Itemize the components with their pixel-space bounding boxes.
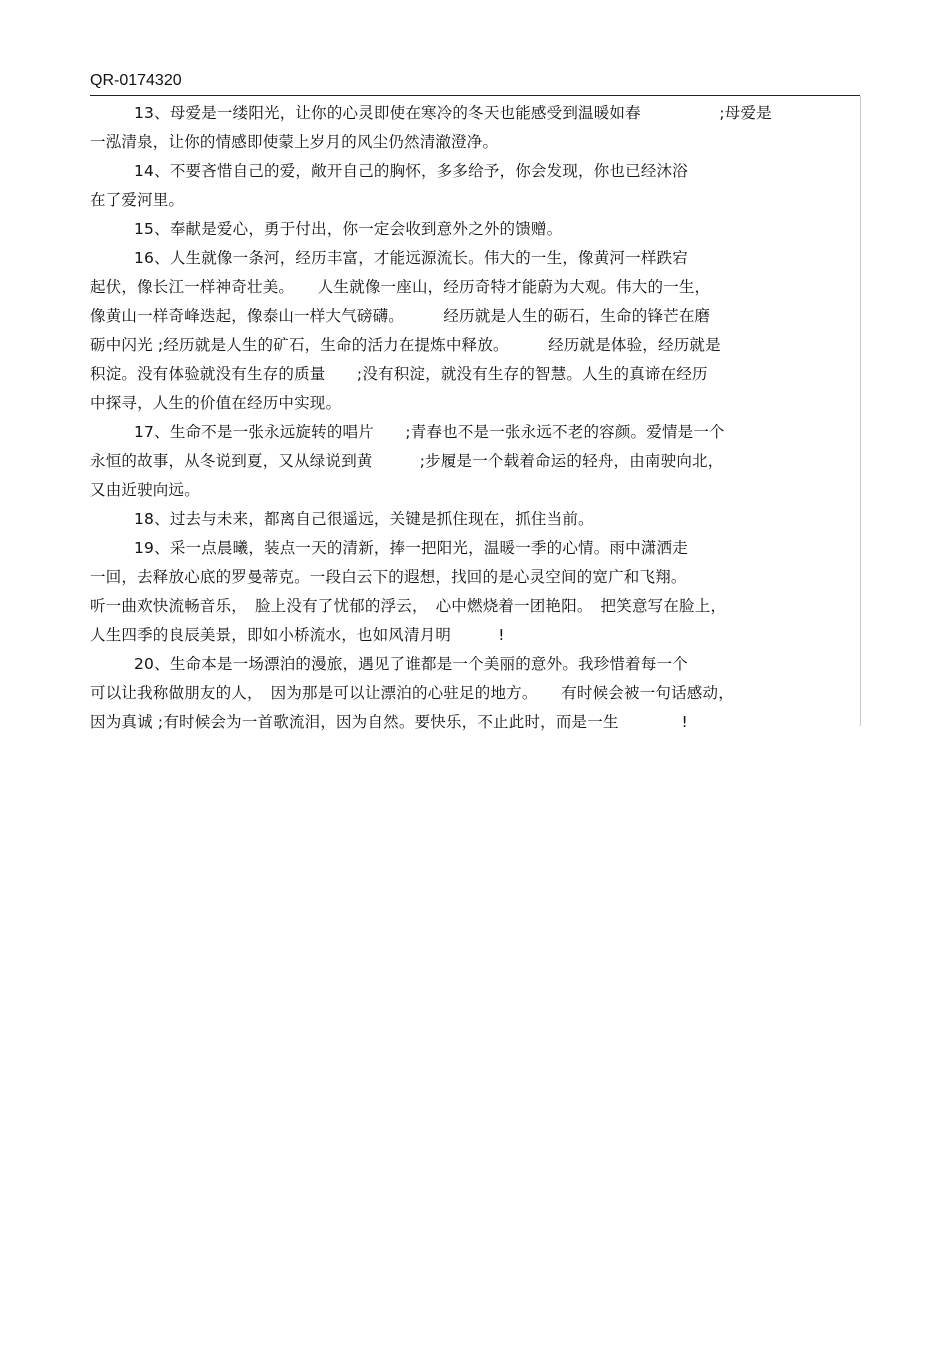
paragraph-19-line-1: 19、采一点晨曦，装点一天的清新，捧一把阳光，温暖一季的心情。雨中潇洒走	[134, 539, 688, 557]
paragraph-19-line-4: 人生四季的良辰美景，即如小桥流水，也如风清月明 !	[90, 626, 505, 644]
paragraph-16-line-2: 起伏，像长江一样神奇壮美。 人生就像一座山，经历奇特才能蔚为大观。伟大的一生，	[90, 278, 711, 296]
paragraph-14-line-1: 14、不要吝惜自己的爱，敞开自己的胸怀，多多给予，你会发现，你也已经沐浴	[134, 162, 688, 180]
header-rule	[90, 95, 860, 96]
paragraph-19-line-3: 听一曲欢快流畅音乐， 脸上没有了忧郁的浮云， 心中燃烧着一团艳阳。 把笑意写在脸上，	[90, 597, 727, 615]
paragraph-17-line-1: 17、生命不是一张永远旋转的唱片 ;青春也不是一张永远不老的容颜。爱情是一个	[134, 423, 725, 441]
paragraph-16-line-1: 16、人生就像一条河，经历丰富，才能远源流长。伟大的一生，像黄河一样跌宕	[134, 249, 688, 267]
right-border-rule	[860, 96, 861, 726]
paragraph-14-line-2: 在了爱河里。	[90, 191, 185, 209]
paragraph-20-line-1: 20、生命本是一场漂泊的漫旅，遇见了谁都是一个美丽的意外。我珍惜着每一个	[134, 655, 688, 673]
paragraph-16-line-4: 砺中闪光 ;经历就是人生的矿石，生命的活力在提炼中释放。 经历就是体验，经历就是	[90, 336, 721, 354]
paragraph-19-line-2: 一回，去释放心底的罗曼蒂克。一段白云下的遐想，找回的是心灵空间的宽广和飞翔。	[90, 568, 687, 586]
paragraph-13-line-1: 13、母爱是一缕阳光，让你的心灵即使在寒冷的冬天也能感受到温暖如春 ;母爱是	[134, 104, 772, 122]
paragraph-20-line-2: 可以让我称做朋友的人， 因为那是可以让漂泊的心驻足的地方。 有时候会被一句话感动，	[90, 684, 734, 702]
paragraph-13-line-2: 一泓清泉，让你的情感即使蒙上岁月的风尘仍然清澈澄净。	[90, 133, 499, 151]
paragraph-18-line-1: 18、过去与未来，都离自己很遥远，关键是抓住现在，抓住当前。	[134, 510, 594, 528]
paragraph-17-line-2: 永恒的故事，从冬说到夏，又从绿说到黄 ;步履是一个载着命运的轻舟，由南驶向北，	[90, 452, 724, 470]
paragraph-16-line-3: 像黄山一样奇峰迭起，像泰山一样大气磅礴。 经历就是人生的砺石，生命的锋芒在磨	[90, 307, 711, 325]
body-text	[90, 99, 855, 737]
paragraph-17-line-3: 又由近驶向远。	[90, 481, 200, 499]
paragraph-16-line-6: 中探寻，人生的价值在经历中实现。	[90, 394, 342, 412]
document-code: QR-0174320	[90, 72, 182, 89]
paragraph-20-line-3: 因为真诚 ;有时候会为一首歌流泪，因为自然。要快乐，不止此时，而是一生 !	[90, 713, 688, 731]
paragraph-15-line-1: 15、奉献是爱心，勇于付出，你一定会收到意外之外的馈赠。	[134, 220, 563, 238]
paragraph-16-line-5: 积淀。没有体验就没有生存的质量 ;没有积淀，就没有生存的智慧。人生的真谛在经历	[90, 365, 708, 383]
